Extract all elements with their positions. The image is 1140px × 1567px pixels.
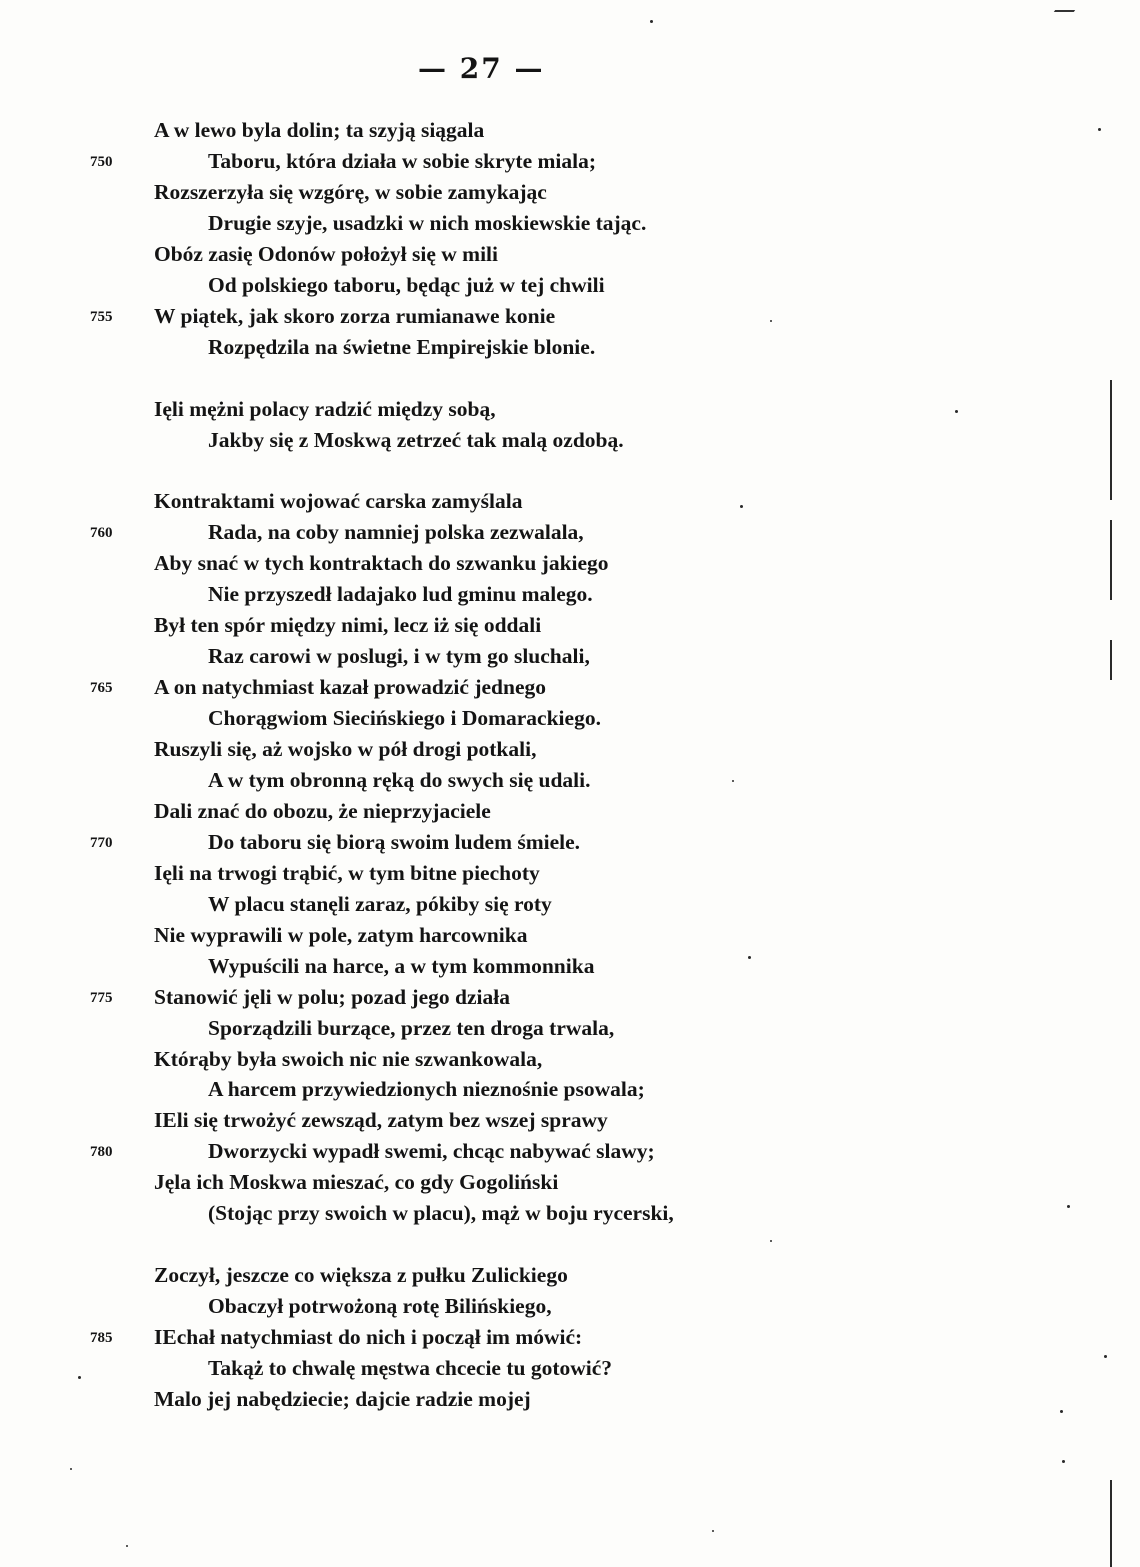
verse-line: Dworzycki wypadł swemi, chcąc nabywać slawy; <box>208 1139 655 1164</box>
verse-line: Od polskiego taboru, będąc już w tej chwili <box>208 272 605 297</box>
scan-speck <box>1062 1460 1065 1463</box>
scan-speck <box>1104 1355 1107 1358</box>
verse-line: Nie przyszedł ladajako lud gminu malego. <box>208 582 593 607</box>
margin-rule <box>1110 520 1112 600</box>
verse-line: Rozpędzila na świetne Empirejskie blonie. <box>208 334 596 359</box>
scan-speck <box>78 1376 81 1379</box>
verse-line: Do taboru się biorą swoim ludem śmiele. <box>208 829 581 854</box>
scan-speck <box>1060 1410 1063 1413</box>
scan-speck <box>770 320 772 322</box>
verse-line: Chorągwiom Siecińskiego i Domarackiego. <box>208 706 601 731</box>
verse-line: IEli się trwożyć zewsząd, zatym bez wszej sprawy <box>154 1108 608 1133</box>
line-number: 785 <box>90 1330 113 1347</box>
verse-line: Jęla ich Moskwa mieszać, co gdy Gogoliński <box>154 1170 559 1195</box>
verse-line: Stanowić jęli w polu; pozad jego działa <box>154 984 510 1009</box>
scan-speck <box>1098 128 1101 131</box>
line-number: 780 <box>90 1144 113 1161</box>
verse-line: IEchał natychmiast do nich i począł im mówić: <box>154 1325 583 1350</box>
verse-line: Drugie szyje, usadzki w nich moskiewskie tając. <box>208 210 647 235</box>
verse-line: Obaczył potrwożoną rotę Bilińskiego, <box>208 1294 552 1319</box>
verse-line: Ięli na trwogi trąbić, w tym bitne piechoty <box>154 860 540 885</box>
verse-line: Obóz zasię Odonów położył się w mili <box>154 241 498 266</box>
verse-line: Takąż to chwalę męstwa chcecie tu gotowić? <box>208 1356 613 1380</box>
scan-speck <box>650 20 653 23</box>
line-number: 760 <box>90 525 113 542</box>
scan-artifact-corner <box>1054 0 1082 12</box>
verse-line: Rada, na coby namniej polska zezwalala, <box>208 520 584 545</box>
line-number: 755 <box>90 308 113 325</box>
line-number: 765 <box>90 680 113 697</box>
verse-line: A on natychmiast kazał prowadzić jednego <box>154 675 546 700</box>
scan-speck <box>1067 1205 1070 1208</box>
scan-speck <box>712 1530 714 1532</box>
margin-rule <box>1110 1480 1112 1567</box>
verse-line: Którąby była swoich nic nie szwankowala, <box>154 1046 543 1071</box>
scan-speck <box>126 1545 128 1547</box>
verse-line: (Stojąc przy swoich w placu), mąż w boju rycerski, <box>208 1201 674 1226</box>
verse-line: Aby snać w tych kontraktach do szwanku jakiego <box>154 551 609 576</box>
verse-line: A harcem przywiedzionych nieznośnie psowala; <box>208 1077 645 1102</box>
verse-line: Ięli mężni polacy radzić między sobą, <box>154 396 496 421</box>
line-number: 750 <box>90 153 113 170</box>
verse-line: Ruszyli się, aż wojsko w pół drogi potkali, <box>154 737 537 761</box>
verse-line: Był ten spór między nimi, lecz iż się oddali <box>154 613 542 638</box>
scan-speck <box>955 410 958 413</box>
verse-line: Taboru, która działa w sobie skryte miala; <box>208 148 597 173</box>
verse-line: Zoczył, jeszcze co większa z pułku Zulickiego <box>154 1263 568 1288</box>
verse-line: W piątek, jak skoro zorza rumianawe konie <box>154 303 556 328</box>
verse-line: A w tym obronną ręką do swych się udali. <box>208 767 591 792</box>
scan-speck <box>70 1468 72 1470</box>
margin-rule <box>1110 640 1112 680</box>
scan-speck <box>740 505 743 508</box>
verse-line: W placu stanęli zaraz, pókiby się roty <box>208 891 552 916</box>
verse-line: Jakby się z Moskwą zetrzeć tak malą ozdobą. <box>208 427 624 452</box>
line-number: 775 <box>90 989 113 1006</box>
verse-line: Rozszerzyła się wzgórę, w sobie zamykając <box>154 179 547 204</box>
margin-rule <box>1110 380 1112 500</box>
page-number: — 27 — <box>418 52 545 85</box>
verse-line: Malo jej nabędziecie; dajcie radzie mojej <box>154 1386 531 1411</box>
verse-line: Sporządzili burzące, przez ten droga trwala, <box>208 1015 615 1040</box>
line-number: 770 <box>90 834 113 851</box>
verse-line: Dali znać do obozu, że nieprzyjaciele <box>154 798 491 823</box>
verse-line: Wypuścili na harce, a w tym kommonnika <box>208 953 595 978</box>
scan-speck <box>770 1240 772 1242</box>
verse-line: Nie wyprawili w pole, zatym harcownika <box>154 922 528 947</box>
scan-speck <box>732 780 734 782</box>
verse-line: A w lewo byla dolin; ta szyją siągala <box>154 118 485 142</box>
verse-line: Raz carowi w poslugi, i w tym go sluchali, <box>208 644 590 669</box>
verse-line: Kontraktami wojować carska zamyślala <box>154 489 523 514</box>
scan-speck <box>748 956 751 959</box>
